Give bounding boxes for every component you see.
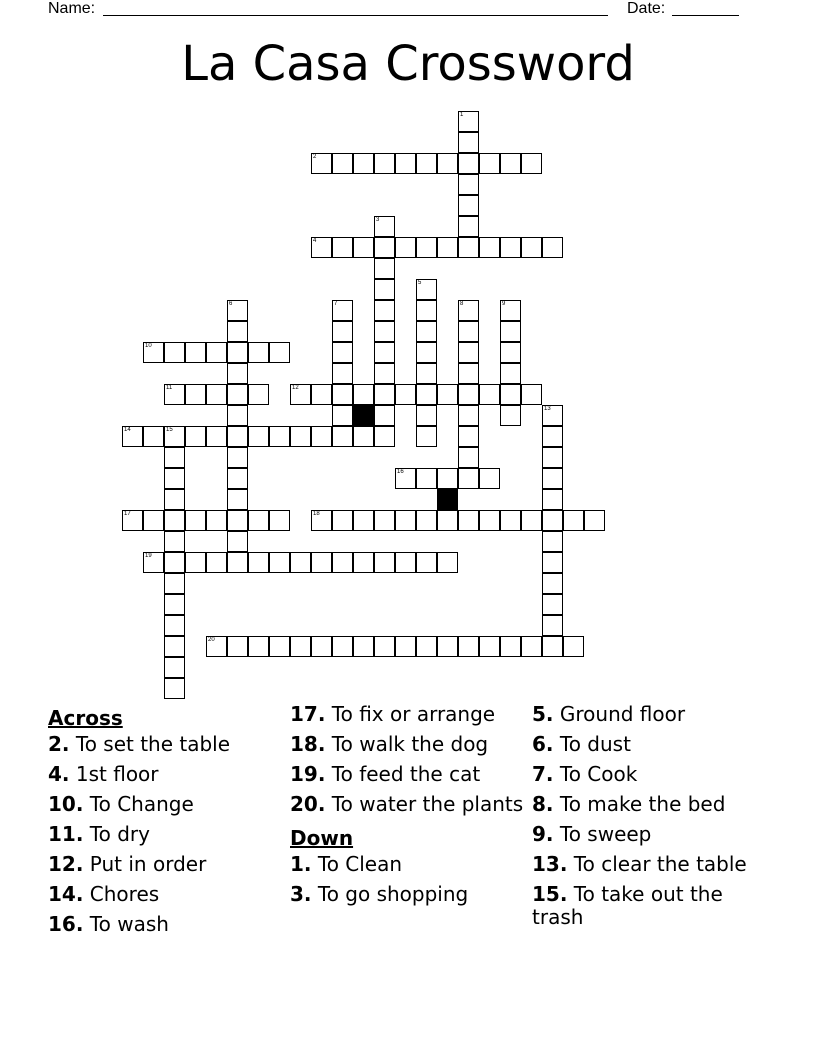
- grid-cell[interactable]: [332, 342, 353, 363]
- grid-cell[interactable]: [374, 510, 395, 531]
- clue-number: 15: [166, 427, 173, 433]
- grid-cell[interactable]: [143, 510, 164, 531]
- grid-cell[interactable]: [290, 552, 311, 573]
- clue-number: 1.: [290, 852, 312, 876]
- grid-cell[interactable]: [500, 153, 521, 174]
- grid-cell[interactable]: [206, 426, 227, 447]
- clue-number: 12.: [48, 852, 84, 876]
- grid-cell[interactable]: [332, 237, 353, 258]
- grid-cell[interactable]: [416, 426, 437, 447]
- grid-cell[interactable]: [311, 426, 332, 447]
- clue-down: [290, 883, 530, 906]
- clue-across: [48, 853, 288, 876]
- grid-cell[interactable]: [563, 636, 584, 657]
- grid-cell[interactable]: [164, 678, 185, 699]
- clue-text: To dry: [83, 822, 150, 846]
- clue-number: 18.: [290, 732, 326, 756]
- grid-cell[interactable]: [353, 237, 374, 258]
- grid-cell[interactable]: [458, 132, 479, 153]
- grid-cell[interactable]: [353, 552, 374, 573]
- clue-number: 2.: [48, 732, 70, 756]
- clue-number: 4: [313, 238, 317, 244]
- grid-cell[interactable]: [416, 636, 437, 657]
- grid-cell[interactable]: [185, 342, 206, 363]
- grid-cell[interactable]: [542, 489, 563, 510]
- grid-cell[interactable]: [542, 594, 563, 615]
- grid-cell[interactable]: [227, 405, 248, 426]
- grid-cell[interactable]: [416, 300, 437, 321]
- grid-cell[interactable]: [437, 153, 458, 174]
- clue-number: 6.: [532, 732, 554, 756]
- grid-cell[interactable]: [542, 531, 563, 552]
- grid-cell[interactable]: [164, 594, 185, 615]
- clue-text: To water the plants: [325, 792, 524, 816]
- clue-text: 1st floor: [69, 762, 159, 786]
- clue-number: 5: [418, 280, 422, 286]
- grid-cell[interactable]: [395, 384, 416, 405]
- clue-text: To Change: [83, 792, 194, 816]
- grid-cell[interactable]: [185, 426, 206, 447]
- grid-cell[interactable]: [458, 216, 479, 237]
- grid-cell[interactable]: [521, 153, 542, 174]
- grid-cell[interactable]: [269, 636, 290, 657]
- grid-cell[interactable]: [374, 279, 395, 300]
- grid-cell[interactable]: [164, 447, 185, 468]
- grid-cell[interactable]: [437, 636, 458, 657]
- clues-column-3: [532, 703, 772, 936]
- grid-cell[interactable]: [332, 300, 353, 321]
- grid-cell[interactable]: [206, 384, 227, 405]
- clue-number: 1: [460, 112, 464, 118]
- clue-text: To feed the cat: [325, 762, 481, 786]
- grid-cell[interactable]: [500, 321, 521, 342]
- grid-cell[interactable]: [542, 447, 563, 468]
- grid-cell[interactable]: [227, 552, 248, 573]
- grid-cell[interactable]: [164, 384, 185, 405]
- black-square: [437, 489, 458, 510]
- grid-cell[interactable]: [521, 384, 542, 405]
- grid-cell[interactable]: [374, 321, 395, 342]
- clue-number: 9.: [532, 822, 554, 846]
- grid-cell[interactable]: [227, 300, 248, 321]
- grid-cell[interactable]: [542, 237, 563, 258]
- grid-cell[interactable]: [374, 552, 395, 573]
- grid-cell[interactable]: [521, 510, 542, 531]
- clue-across: [48, 733, 288, 756]
- grid-cell[interactable]: [395, 237, 416, 258]
- clue-number: 18: [313, 511, 320, 517]
- grid-cell[interactable]: [164, 552, 185, 573]
- clue-across: [48, 913, 288, 936]
- clue-number: 20: [208, 637, 215, 643]
- grid-cell[interactable]: [332, 405, 353, 426]
- grid-cell[interactable]: [500, 237, 521, 258]
- grid-cell[interactable]: [395, 153, 416, 174]
- grid-cell[interactable]: [185, 552, 206, 573]
- grid-cell[interactable]: [542, 510, 563, 531]
- grid-cell[interactable]: [164, 615, 185, 636]
- clue-number: 16.: [48, 912, 84, 936]
- clue-text: To sweep: [553, 822, 652, 846]
- grid-cell[interactable]: [290, 384, 311, 405]
- grid-cell[interactable]: [416, 384, 437, 405]
- grid-cell[interactable]: [416, 405, 437, 426]
- grid-cell[interactable]: [227, 489, 248, 510]
- clue-number: 8.: [532, 792, 554, 816]
- grid-cell[interactable]: [311, 237, 332, 258]
- clue-number: 17.: [290, 702, 326, 726]
- grid-cell[interactable]: [206, 552, 227, 573]
- clue-text: To Cook: [553, 762, 638, 786]
- clue-across: [290, 763, 530, 786]
- date-label: Date:: [627, 0, 666, 17]
- grid-cell[interactable]: [164, 657, 185, 678]
- grid-cell[interactable]: [248, 552, 269, 573]
- clue-number: 19.: [290, 762, 326, 786]
- grid-cell[interactable]: [374, 426, 395, 447]
- clue-down: [532, 703, 772, 726]
- grid-cell[interactable]: [416, 552, 437, 573]
- clue-text: To take out the trash: [532, 882, 723, 929]
- clue-across: [48, 793, 288, 816]
- grid-cell[interactable]: [374, 363, 395, 384]
- grid-cell[interactable]: [248, 636, 269, 657]
- grid-cell[interactable]: [458, 510, 479, 531]
- grid-cell[interactable]: [563, 510, 584, 531]
- grid-cell[interactable]: [542, 405, 563, 426]
- grid-cell[interactable]: [164, 573, 185, 594]
- grid-cell[interactable]: [416, 237, 437, 258]
- grid-cell[interactable]: [206, 636, 227, 657]
- grid-cell[interactable]: [458, 174, 479, 195]
- grid-cell[interactable]: [395, 552, 416, 573]
- clue-across: [290, 733, 530, 756]
- clue-down: [532, 883, 772, 929]
- clue-number: 11.: [48, 822, 84, 846]
- grid-cell[interactable]: [311, 384, 332, 405]
- grid-cell[interactable]: [353, 636, 374, 657]
- clue-number: 15.: [532, 882, 568, 906]
- grid-cell[interactable]: [311, 153, 332, 174]
- grid-cell[interactable]: [416, 510, 437, 531]
- grid-cell[interactable]: [311, 552, 332, 573]
- clue-number: 4.: [48, 762, 70, 786]
- grid-cell[interactable]: [164, 531, 185, 552]
- clue-number: 7: [334, 301, 338, 307]
- grid-cell[interactable]: [542, 615, 563, 636]
- page-title: La Casa Crossword: [181, 36, 635, 92]
- clue-number: 11: [166, 385, 173, 391]
- grid-cell[interactable]: [227, 342, 248, 363]
- grid-cell[interactable]: [458, 300, 479, 321]
- grid-cell[interactable]: [332, 153, 353, 174]
- grid-cell[interactable]: [500, 510, 521, 531]
- clue-text: To make the bed: [553, 792, 726, 816]
- grid-cell[interactable]: [332, 636, 353, 657]
- grid-cell[interactable]: [437, 552, 458, 573]
- down-heading: Down: [290, 826, 354, 850]
- grid-cell[interactable]: [500, 405, 521, 426]
- clue-across: [48, 763, 288, 786]
- across-heading: Across: [48, 706, 123, 730]
- grid-cell[interactable]: [374, 636, 395, 657]
- grid-cell[interactable]: [542, 468, 563, 489]
- grid-cell[interactable]: [542, 552, 563, 573]
- clue-number: 14.: [48, 882, 84, 906]
- grid-cell[interactable]: [206, 510, 227, 531]
- clue-text: To Clean: [311, 852, 403, 876]
- clue-text: To clear the table: [567, 852, 747, 876]
- grid-cell[interactable]: [542, 426, 563, 447]
- grid-cell[interactable]: [353, 510, 374, 531]
- grid-cell[interactable]: [395, 636, 416, 657]
- grid-cell[interactable]: [458, 321, 479, 342]
- clue-number: 19: [145, 553, 152, 559]
- grid-cell[interactable]: [332, 510, 353, 531]
- clue-text: To dust: [553, 732, 631, 756]
- grid-cell[interactable]: [479, 468, 500, 489]
- grid-cell[interactable]: [458, 384, 479, 405]
- clues-column-2: [290, 703, 530, 913]
- grid-cell[interactable]: [269, 552, 290, 573]
- clue-down: [532, 853, 772, 876]
- grid-cell[interactable]: [143, 342, 164, 363]
- grid-cell[interactable]: [227, 321, 248, 342]
- grid-cell[interactable]: [479, 237, 500, 258]
- grid-cell[interactable]: [500, 363, 521, 384]
- grid-cell[interactable]: [479, 384, 500, 405]
- grid-cell[interactable]: [458, 342, 479, 363]
- clue-number: 16: [397, 469, 404, 475]
- clue-number: 17: [124, 511, 131, 517]
- grid-cell[interactable]: [374, 405, 395, 426]
- grid-cell[interactable]: [332, 426, 353, 447]
- clue-across: [290, 793, 530, 816]
- grid-cell[interactable]: [458, 363, 479, 384]
- black-square: [353, 405, 374, 426]
- grid-cell[interactable]: [500, 636, 521, 657]
- grid-cell[interactable]: [143, 552, 164, 573]
- clue-number: 14: [124, 427, 131, 433]
- grid-cell[interactable]: [458, 111, 479, 132]
- clue-number: 8: [460, 301, 464, 307]
- grid-cell[interactable]: [374, 237, 395, 258]
- name-label: Name:: [48, 0, 96, 17]
- grid-cell[interactable]: [500, 342, 521, 363]
- grid-cell[interactable]: [269, 426, 290, 447]
- grid-cell[interactable]: [248, 510, 269, 531]
- grid-cell[interactable]: [311, 510, 332, 531]
- grid-cell[interactable]: [248, 426, 269, 447]
- grid-cell[interactable]: [164, 636, 185, 657]
- grid-cell[interactable]: [479, 153, 500, 174]
- grid-cell[interactable]: [458, 468, 479, 489]
- grid-cell[interactable]: [290, 426, 311, 447]
- grid-cell[interactable]: [248, 384, 269, 405]
- grid-cell[interactable]: [416, 342, 437, 363]
- grid-cell[interactable]: [353, 153, 374, 174]
- grid-cell[interactable]: [458, 405, 479, 426]
- clue-number: 10: [145, 343, 152, 349]
- clue-text: To walk the dog: [325, 732, 489, 756]
- grid-cell[interactable]: [164, 426, 185, 447]
- clue-text: Chores: [83, 882, 160, 906]
- grid-cell[interactable]: [143, 426, 164, 447]
- grid-cell[interactable]: [311, 636, 332, 657]
- grid-cell[interactable]: [185, 510, 206, 531]
- grid-cell[interactable]: [458, 447, 479, 468]
- clue-text: To wash: [83, 912, 169, 936]
- clue-number: 2: [313, 154, 317, 160]
- grid-cell[interactable]: [458, 153, 479, 174]
- grid-cell[interactable]: [374, 258, 395, 279]
- grid-cell[interactable]: [416, 279, 437, 300]
- clue-down: [532, 763, 772, 786]
- grid-cell[interactable]: [395, 510, 416, 531]
- clue-number: 20.: [290, 792, 326, 816]
- grid-cell[interactable]: [374, 384, 395, 405]
- grid-cell[interactable]: [290, 636, 311, 657]
- grid-cell[interactable]: [227, 468, 248, 489]
- grid-cell[interactable]: [416, 363, 437, 384]
- grid-cell[interactable]: [458, 195, 479, 216]
- clue-text: To fix or arrange: [325, 702, 496, 726]
- clue-across: [48, 883, 288, 906]
- grid-cell[interactable]: [395, 468, 416, 489]
- clue-number: 3.: [290, 882, 312, 906]
- clue-down: [532, 733, 772, 756]
- grid-cell[interactable]: [500, 300, 521, 321]
- clue-text: To set the table: [69, 732, 231, 756]
- clue-number: 13.: [532, 852, 568, 876]
- grid-cell[interactable]: [353, 384, 374, 405]
- grid-cell[interactable]: [416, 153, 437, 174]
- grid-cell[interactable]: [374, 300, 395, 321]
- grid-cell[interactable]: [164, 489, 185, 510]
- clue-number: 10.: [48, 792, 84, 816]
- grid-cell[interactable]: [269, 510, 290, 531]
- grid-cell[interactable]: [416, 321, 437, 342]
- grid-cell[interactable]: [521, 237, 542, 258]
- grid-cell[interactable]: [479, 636, 500, 657]
- grid-cell[interactable]: [164, 342, 185, 363]
- grid-cell[interactable]: [542, 636, 563, 657]
- grid-cell[interactable]: [458, 636, 479, 657]
- clue-number: 5.: [532, 702, 554, 726]
- clue-down: [290, 853, 530, 876]
- clue-number: 3: [376, 217, 380, 223]
- grid-cell[interactable]: [185, 384, 206, 405]
- grid-cell[interactable]: [353, 426, 374, 447]
- grid-cell[interactable]: [332, 321, 353, 342]
- grid-cell[interactable]: [227, 510, 248, 531]
- grid-cell[interactable]: [332, 363, 353, 384]
- grid-cell[interactable]: [122, 426, 143, 447]
- grid-cell[interactable]: [227, 636, 248, 657]
- grid-cell[interactable]: [374, 342, 395, 363]
- clue-across: [48, 823, 288, 846]
- clue-number: 12: [292, 385, 299, 391]
- clue-down: [532, 823, 772, 846]
- grid-cell[interactable]: [479, 510, 500, 531]
- clue-text: Ground floor: [553, 702, 686, 726]
- grid-cell[interactable]: [332, 384, 353, 405]
- clue-number: 6: [229, 301, 233, 307]
- clue-number: 13: [544, 406, 551, 412]
- grid-cell[interactable]: [122, 510, 143, 531]
- grid-cell[interactable]: [227, 384, 248, 405]
- grid-cell[interactable]: [269, 342, 290, 363]
- grid-cell[interactable]: [542, 573, 563, 594]
- grid-cell[interactable]: [584, 510, 605, 531]
- grid-cell[interactable]: [227, 447, 248, 468]
- grid-cell[interactable]: [416, 468, 437, 489]
- grid-cell[interactable]: [374, 216, 395, 237]
- clue-number: 7.: [532, 762, 554, 786]
- clues-column-1: [48, 703, 288, 943]
- grid-cell[interactable]: [437, 384, 458, 405]
- grid-cell[interactable]: [521, 636, 542, 657]
- grid-cell[interactable]: [164, 468, 185, 489]
- clue-across: [290, 703, 530, 726]
- grid-cell[interactable]: [248, 342, 269, 363]
- grid-cell[interactable]: [206, 342, 227, 363]
- grid-cell[interactable]: [437, 468, 458, 489]
- grid-cell[interactable]: [500, 384, 521, 405]
- clue-number: 9: [502, 301, 506, 307]
- grid-cell[interactable]: [227, 363, 248, 384]
- grid-cell[interactable]: [374, 153, 395, 174]
- grid-cell[interactable]: [437, 237, 458, 258]
- grid-cell[interactable]: [458, 237, 479, 258]
- grid-cell[interactable]: [437, 510, 458, 531]
- grid-cell[interactable]: [458, 426, 479, 447]
- grid-cell[interactable]: [164, 510, 185, 531]
- clue-text: To go shopping: [311, 882, 469, 906]
- grid-cell[interactable]: [332, 552, 353, 573]
- clue-text: Put in order: [83, 852, 207, 876]
- grid-cell[interactable]: [227, 531, 248, 552]
- clue-down: [532, 793, 772, 816]
- grid-cell[interactable]: [227, 426, 248, 447]
